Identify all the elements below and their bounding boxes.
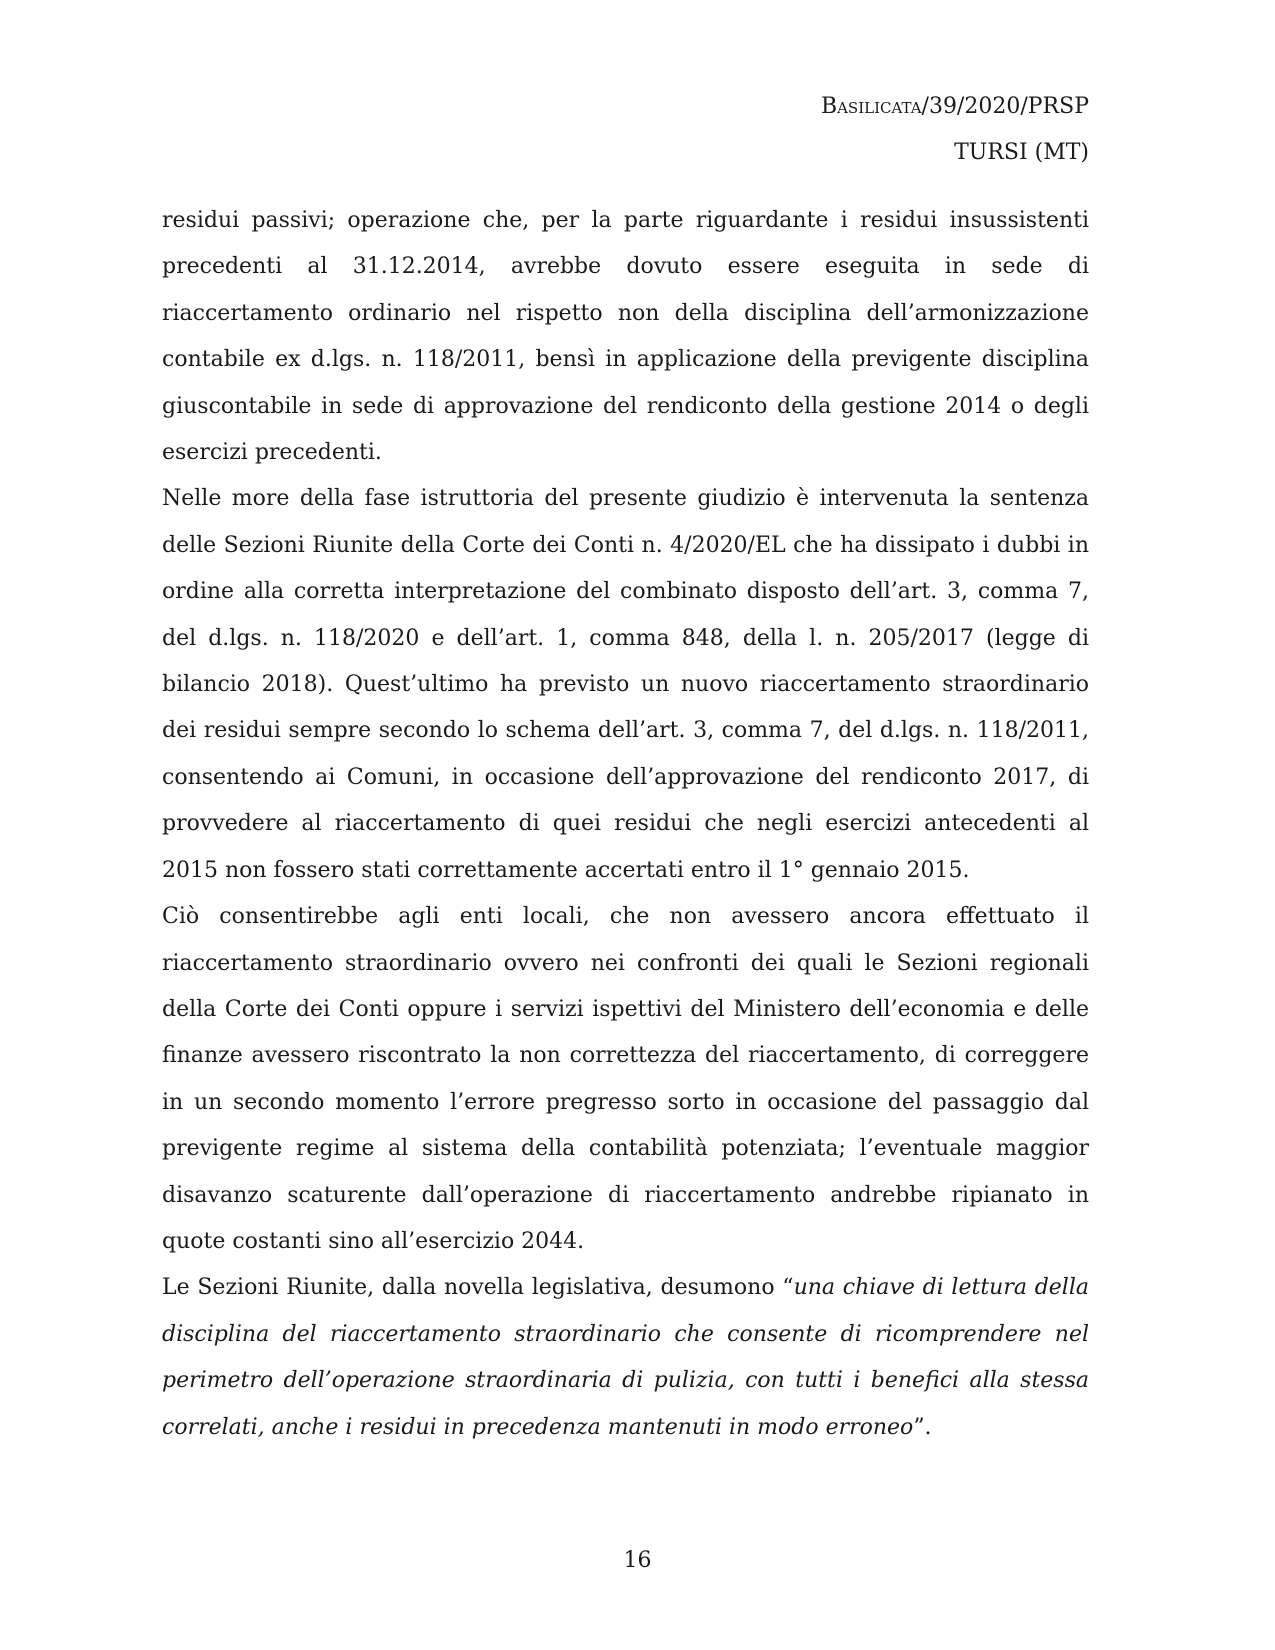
paragraph-2: Nelle more della fase istruttoria del presente giudizio è intervenuta la sentenza delle Sezioni Riunite della Corte dei Conti n. 4/2020/EL che ha dissipato i dubbi in ordine alla corretta interpretazione del combinato disposto dell’art. 3, comma 7, del d.lgs. n. 118/2020 e dell’art. 1, comma 848, della l. n. 205/2017 (legge di bilancio 2018). Quest’ultimo ha previsto un nuovo riaccertamento straordinario dei residui sempre secondo lo schema dell’art. 3, comma 7, del d.lgs. n. 118/2011, consentendo ai Comuni, in occasione dell’approvazione del rendiconto 2017, di provvedere al riaccertamento di quei residui che negli esercizi antecedenti al 2015 non fossero stati correttamente accertati entro il 1° gennaio 2015. <box>162 486 1089 883</box>
quoted-passage: una chiave di lettura della disciplina del riaccertamento straordinario che consente di ricomprendere nel perimetro dell’operazione straordinaria di pulizia, con tutti i benefici alla stessa correlati, anche i residui in precedenza mantenuti in modo erroneo <box>162 1275 1089 1440</box>
case-reference: Basilicata/39/2020/PRSP <box>820 94 1089 119</box>
document-body <box>162 198 1089 1451</box>
quote-outro: ”. <box>913 1414 932 1440</box>
document-header <box>821 84 1089 176</box>
paragraph-1: residui passivi; operazione che, per la parte riguardante i residui insussistenti precedenti al 31.12.2014, avrebbe dovuto essere eseguita in sede di riaccertamento ordinario nel rispetto non della disciplina dell’armonizzazione contabile ex d.lgs. n. 118/2011, bensì in applicazione della previgente disciplina giuscontabile in sede di approvazione del rendiconto della gestione 2014 o degli esercizi precedenti. <box>162 208 1089 466</box>
page-number: 16 <box>623 1548 652 1573</box>
quote-intro: Le Sezioni Riunite, dalla novella legislativa, desumono “ <box>162 1275 794 1301</box>
municipality-label: TURSI (MT) <box>954 140 1089 165</box>
paragraph-4 <box>162 1265 1089 1451</box>
paragraph-3: Ciò consentirebbe agli enti locali, che non avessero ancora effettuato il riaccertamento straordinario ovvero nei confronti dei quali le Sezioni regionali della Corte dei Conti oppure i servizi ispettivi del Ministero dell’economia e delle finanze avessero riscontrato la non correttezza del riaccertamento, di correggere in un secondo momento l’errore pregresso sorto in occasione del passaggio dal previgente regime al sistema della contabilità potenziata; l’eventuale maggior disavanzo scaturente dall’operazione di riaccertamento andrebbe ripianato in quote costanti sino all’esercizio 2044. <box>162 904 1089 1254</box>
